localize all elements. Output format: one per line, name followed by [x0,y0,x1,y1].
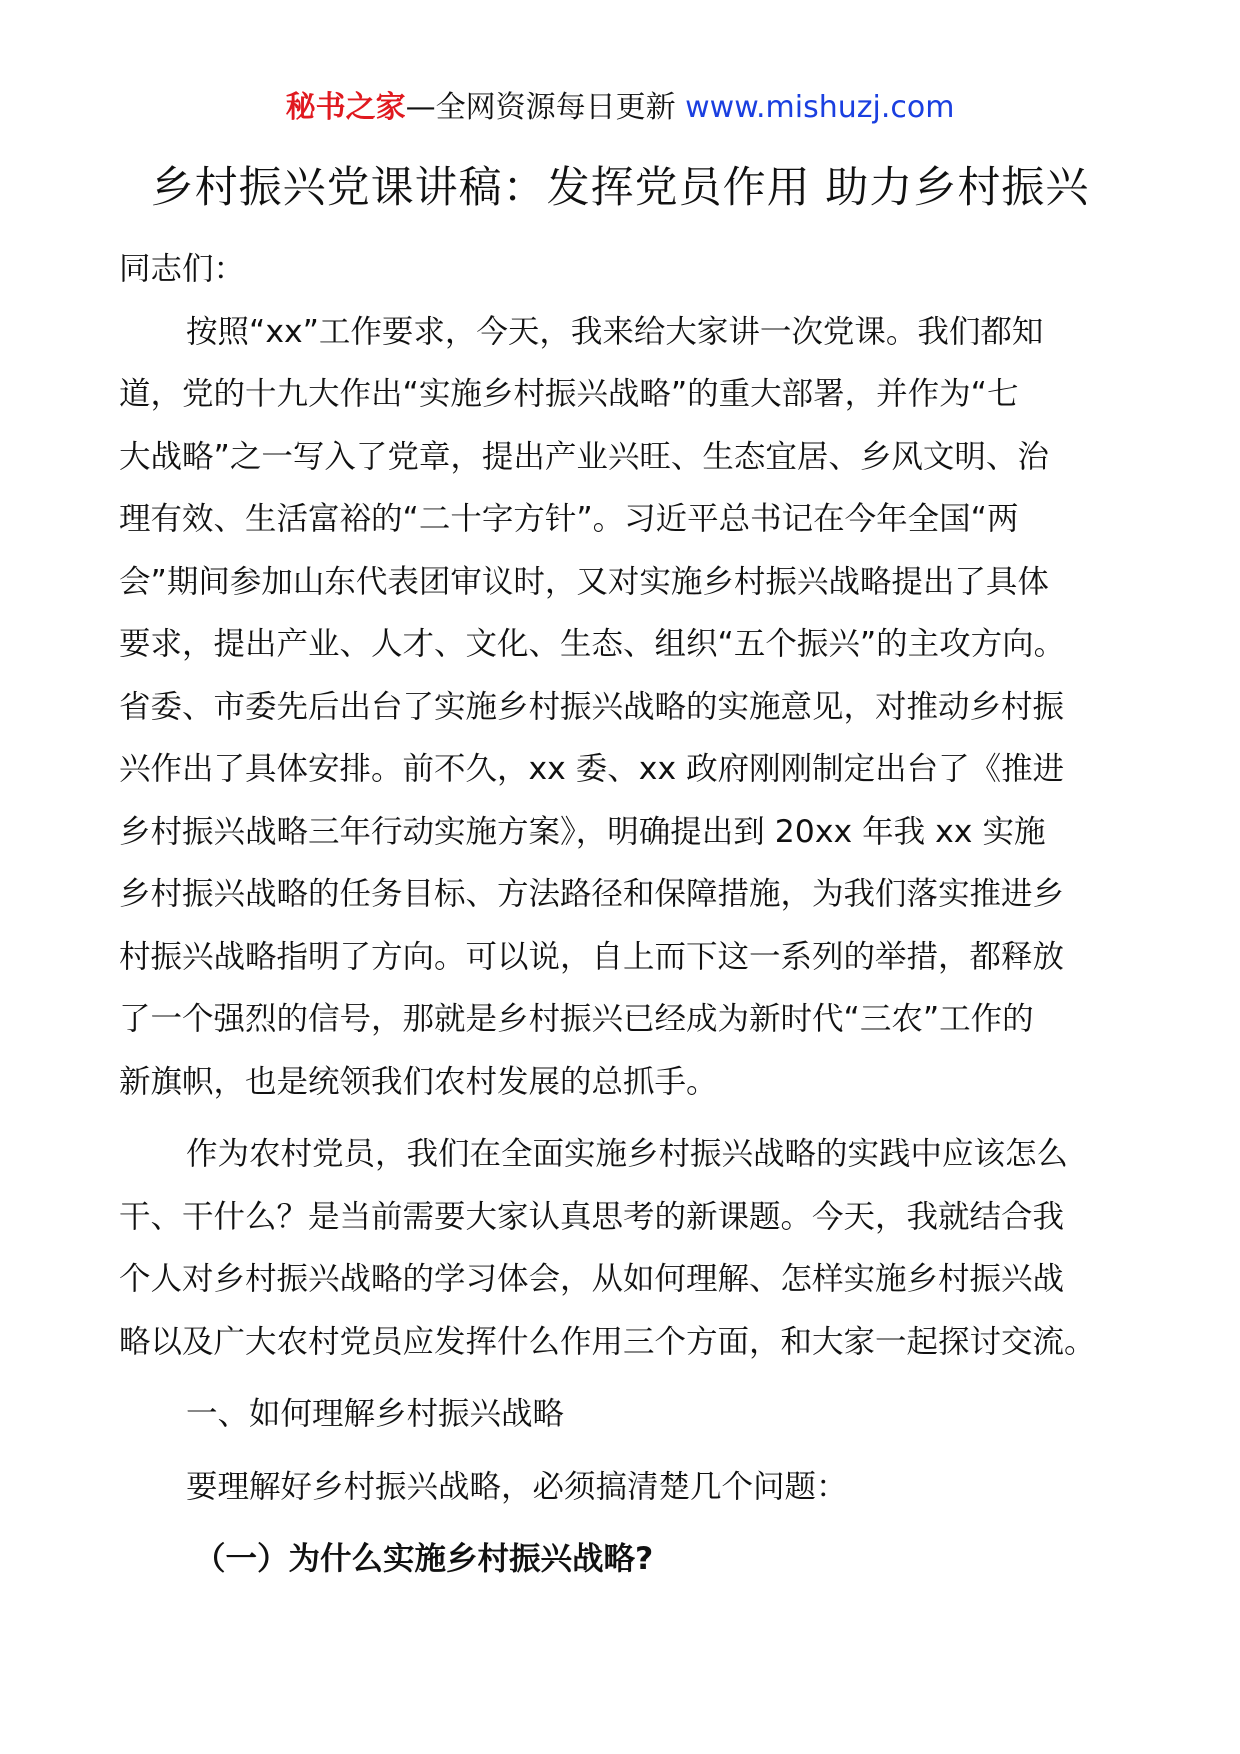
document-body [119,238,1129,1591]
site-tagline: —全网资源每日更新 [405,90,676,125]
paragraph-line: 大战略”之一写入了党章，提出产业兴旺、生态宜居、乡风文明、治 [119,438,1049,475]
paragraph-line: 要求，提出产业、人才、文化、生态、组织“五个振兴”的主攻方向。 [119,626,1066,662]
paragraph-line: 道，党的十九大作出“实施乡村振兴战略”的重大部署，并作为“七 [119,376,1019,412]
paragraph-line: 新旗帜，也是统领我们农村发展的总抓手。 [119,1063,718,1100]
paragraph-line: 干、干什么？是当前需要大家认真思考的新课题。今天，我就结合我 [119,1198,1065,1235]
salutation: 同志们： [119,251,246,287]
paragraph-line: 兴作出了具体安排。前不久，xx 委、xx 政府刚刚制定出台了《推进 [119,751,1065,787]
paragraph-spacer [119,1373,1129,1383]
section-intro: 要理解好乡村振兴战略，必须搞清楚几个问题： [186,1468,848,1505]
paragraph-line: 作为农村党员，我们在全面实施乡村振兴战略的实践中应该怎么 [186,1136,1069,1172]
paragraph-spacer [119,1518,1129,1528]
paragraph-spacer [119,1113,1129,1123]
paragraph-line: 省委、市委先后出台了实施乡村振兴战略的实施意见，对推动乡村振 [119,688,1065,725]
paragraph-line: 村振兴战略指明了方向。可以说，自上而下这一系列的举措，都释放 [119,938,1065,975]
paragraph-line: 略以及广大农村党员应发挥什么作用三个方面，和大家一起探讨交流。 [119,1323,1096,1360]
paragraph-line: 个人对乡村振兴战略的学习体会，从如何理解、怎样实施乡村振兴战 [119,1261,1065,1297]
paragraph-2 [119,1123,1129,1373]
paragraph-spacer [119,1446,1129,1456]
section-heading: 一、如何理解乡村振兴战略 [186,1396,565,1432]
paragraph-line: 按照“xx”工作要求，今天，我来给大家讲一次党课。我们都知 [186,313,1044,350]
subsection-heading: （一）为什么实施乡村振兴战略? [194,1541,654,1577]
paragraph-1 [119,301,1129,1114]
document-title: 乡村振兴党课讲稿：发挥党员作用 助力乡村振兴 [150,163,1090,213]
site-header [0,88,1240,128]
paragraph-line: 乡村振兴战略三年行动实施方案》，明确提出到 20xx 年我 xx 实施 [119,813,1046,850]
paragraph-line: 理有效、生活富裕的“二十字方针”。习近平总书记在今年全国“两 [119,501,1019,537]
paragraph-line: 乡村振兴战略的任务目标、方法路径和保障措施，为我们落实推进乡 [119,876,1065,912]
paragraph-line: 会”期间参加山东代表团审议时，又对实施乡村振兴战略提出了具体 [119,563,1049,600]
site-brand: 秘书之家 [285,90,406,125]
site-url-link[interactable]: www.mishuzj.com [685,90,955,125]
paragraph-line: 了一个强烈的信号，那就是乡村振兴已经成为新时代“三农”工作的 [119,1001,1034,1037]
